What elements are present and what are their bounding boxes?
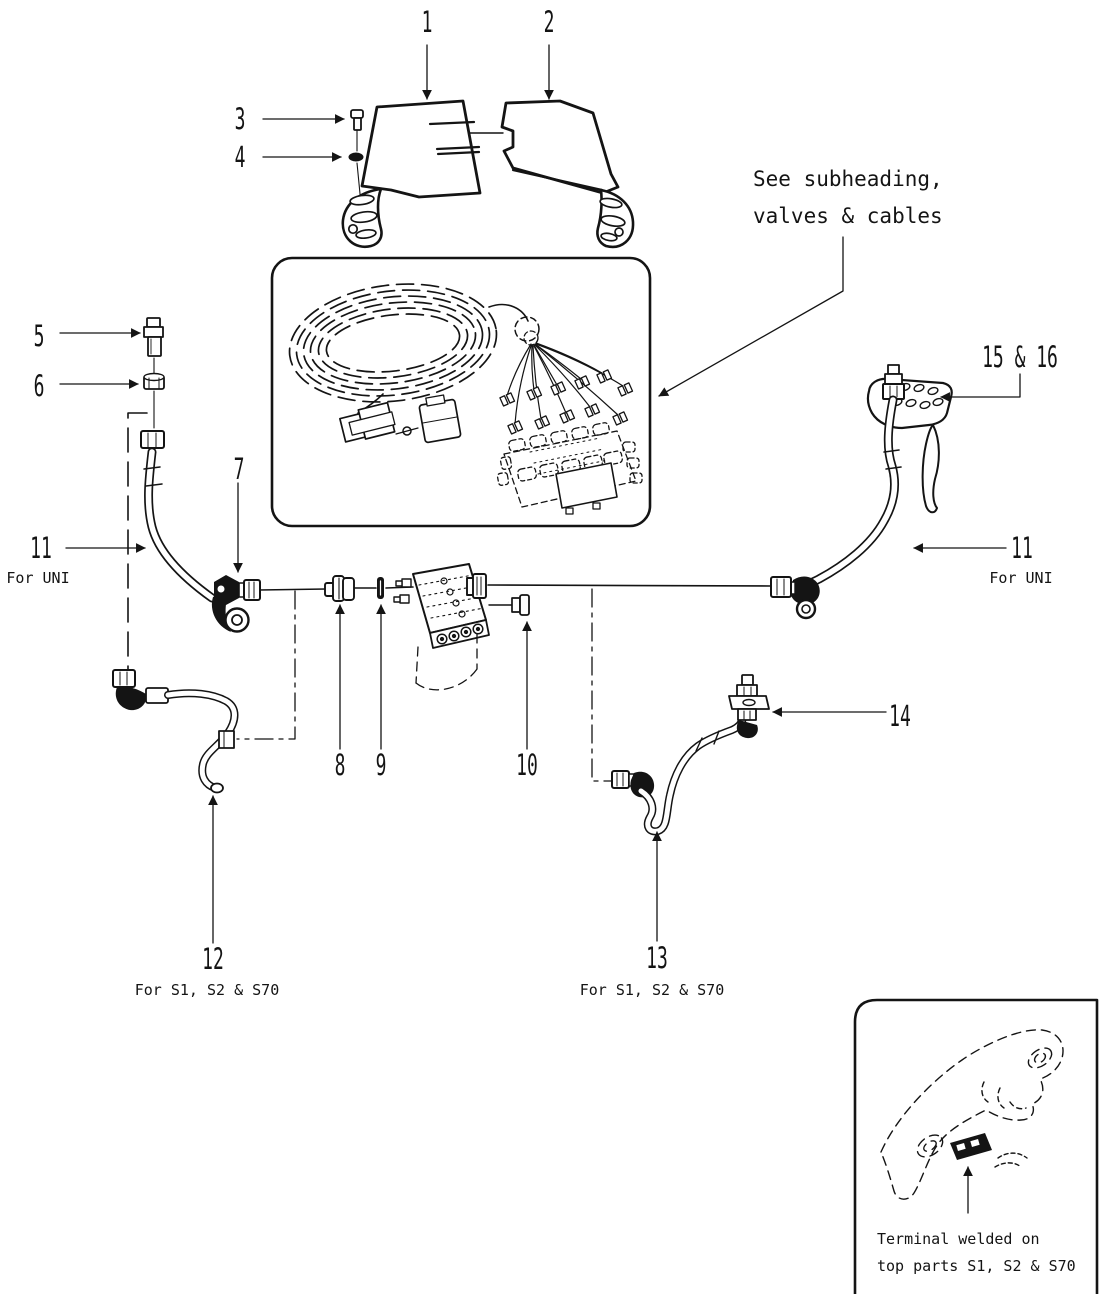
callout-15-16: 15 & 16 — [982, 340, 1058, 374]
callout-11-left: 11 — [30, 531, 52, 565]
inset-box — [855, 1000, 1097, 1294]
caption-s70-right: For S1, S2 & S70 — [579, 981, 725, 999]
hose-13 — [612, 718, 743, 831]
callout-11-right: 11 — [1011, 531, 1033, 565]
callout-10: 10 — [516, 748, 538, 782]
note-see-subheading-line1: See subheading, — [753, 167, 943, 191]
hose-12 — [113, 670, 235, 793]
callout-1: 1 — [421, 5, 433, 39]
cable-coil — [283, 273, 504, 413]
note-terminal-line2: top parts S1, S2 & S70 — [877, 1257, 1076, 1275]
callout-13: 13 — [646, 941, 668, 975]
nut-6 — [144, 374, 164, 390]
callout-4: 4 — [234, 140, 246, 174]
callout-7: 7 — [233, 452, 245, 486]
callout-2: 2 — [543, 5, 555, 39]
welded-terminal — [950, 1133, 992, 1160]
valve-pack-ghost — [497, 422, 642, 514]
cover-left — [343, 101, 480, 247]
hose-11-right — [795, 400, 901, 591]
top-part-ghost — [881, 1030, 1063, 1199]
screw-3 — [351, 110, 363, 130]
caption-for-uni-right: For UNI — [989, 569, 1053, 587]
union-fitting-8 — [325, 576, 354, 601]
callout-12: 12 — [202, 942, 224, 976]
callout-6: 6 — [33, 369, 45, 403]
callout-9: 9 — [375, 748, 387, 782]
note-terminal-line1: Terminal welded on — [877, 1230, 1040, 1248]
elbow-fitting-7 — [212, 575, 260, 632]
caption-s70-left: For S1, S2 & S70 — [134, 981, 280, 999]
cable-knot — [515, 317, 539, 345]
plug-10 — [489, 595, 529, 615]
harness-box — [272, 258, 650, 526]
harness-wires — [507, 343, 623, 424]
callout-3: 3 — [234, 102, 246, 136]
connector-plug-a — [339, 402, 397, 444]
callout-8: 8 — [334, 748, 346, 782]
callout-14: 14 — [889, 699, 911, 733]
hose-11-left — [141, 431, 212, 598]
elbow-fitting-right — [771, 577, 820, 618]
bracket-15-16 — [868, 365, 952, 512]
caption-for-uni-left: For UNI — [6, 569, 70, 587]
connector-plug-b — [418, 393, 461, 443]
washer-disc-9 — [377, 577, 384, 599]
cover-right — [502, 101, 633, 247]
fitting-5 — [144, 318, 163, 356]
valve-block — [394, 564, 489, 690]
callout-5: 5 — [33, 319, 45, 353]
washer-4 — [349, 153, 364, 162]
note-see-subheading-line2: valves & cables — [753, 204, 943, 228]
